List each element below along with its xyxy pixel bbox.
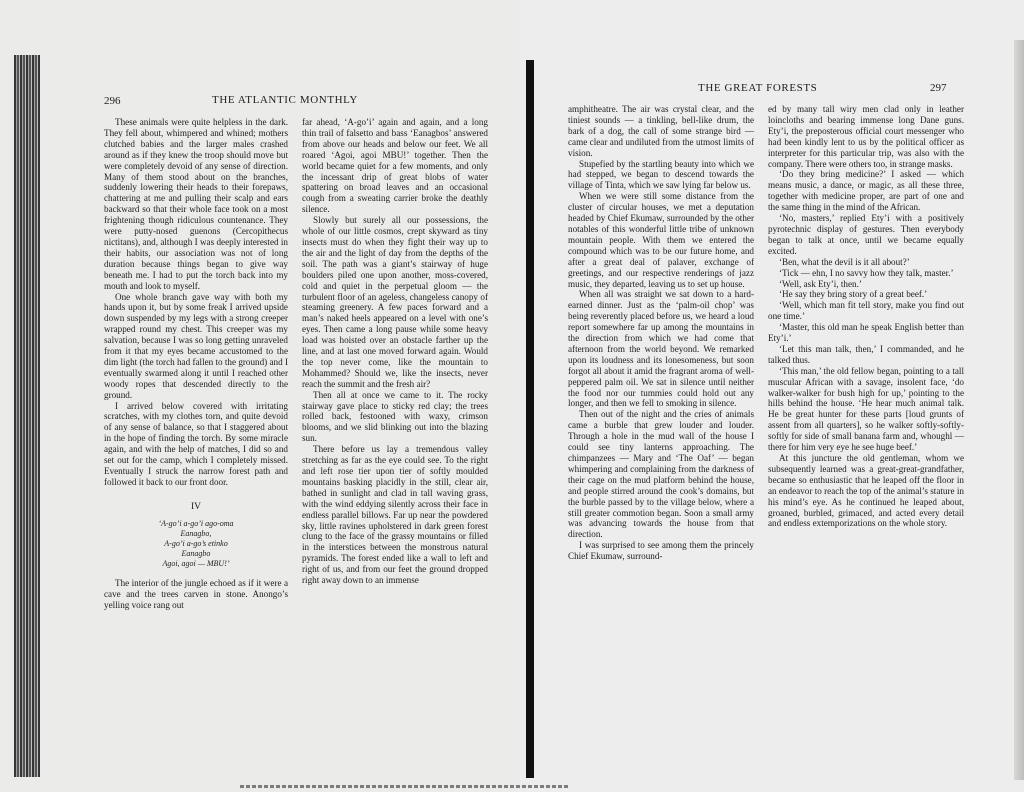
section-number: IV <box>190 501 202 512</box>
paragraph: amphitheatre. The air was crystal clear, and the tiniest sounds — a tinkling, bell-like drum, the bark of a dog, the call of some strange bird — came clear and undiluted from the utmost limits of vision. <box>568 104 754 158</box>
paragraph: Then out of the night and the cries of animals came a burble that grew louder and louder. Through a hole in the mud wall of the house I could see tiny lanterns approaching. The chimpanzees — Mary and ‘The Oaf’ — began whimpering and complaining from the darkness of their cage on the mud platform behind the house, and people stirred around the cook’s domains, but the burble passed by to the village below, where a still greater commotion began. Soon a small army was advancing towards the house from that direction. <box>568 409 754 540</box>
paragraph: ‘Well, which man fit tell story, make you find out one time.’ <box>768 300 964 322</box>
right-column-2 <box>768 104 964 529</box>
verse-line: Eanagbo, <box>180 528 212 538</box>
right-running-head: THE GREAT FORESTS <box>698 82 818 94</box>
verse-line: Agoi, agoi — MBU!’ <box>162 558 230 568</box>
paragraph: ‘Tick — ehn, I no savvy how they talk, master.’ <box>779 267 954 278</box>
paragraph: Stupefied by the startling beauty into which we had stepped, we began to descend towards the village of Tinta, which we saw lying far below us. <box>568 158 754 191</box>
page-edge-stack <box>14 55 40 777</box>
verse-line: ‘A-go’i a-go’i ago-oma <box>158 518 234 528</box>
left-running-head: THE ATLANTIC MONTHLY <box>212 94 358 106</box>
chant-verse <box>104 519 288 569</box>
paragraph: ‘Master, this old man he speak English better than Ety’i.’ <box>768 322 964 344</box>
paragraph: Then all at once we came to it. The rocky stairway gave place to sticky red clay; the trees rolled back, festooned with waxy, crimson blooms, and we slid blinking out into the blazing sun. <box>302 389 488 444</box>
paragraph: ‘Ben, what the devil is it all about?’ <box>779 256 910 267</box>
left-column-1 <box>104 117 288 610</box>
paragraph: far ahead, ‘A-go’i’ again and again, and a long thin trail of falsetto and bass ‘Eanagbos’ answered from above our heads and below our feet. We all roared ‘Agoi, agoi MBU!’ together. Then the world became quiet for a few moments, and only the incessant drip of great blobs of water spattering on broad leaves and an occasional cough from a sweating carrier broke the deathly silence. <box>302 117 488 215</box>
left-page-number: 296 <box>104 95 121 107</box>
paragraph: One whole branch gave way with both my hands upon it, but by some freak I arrived upside down suspended by my legs with a strong creeper wrapped round my chest. This creeper was my salvation, because I was so long getting unraveled from it that my eyes became accustomed to the dim light (the torch had fallen to the ground) and I eventually swarmed along it until I reached other woody ropes that descended directly to the ground. <box>104 291 288 400</box>
paragraph: The interior of the jungle echoed as if it were a cave and the trees carven in stone. Anongo’s yelling voice rang out <box>104 577 288 610</box>
verse-line: A-go’i a-go’s etinko <box>164 538 228 548</box>
paragraph: These animals were quite helpless in the dark. They fell about, whimpered and whined; mothers clutched babies and the larger males crashed around as if they knew the troop should move but were completely devoid of any sense of direction. Many of them stood about on the branches, suddenly lowering their heads to their forepaws, chattering at me and pulling their scalp and ears backward so that their whole face took on a most frightening though ridiculous countenance. They were putty-nosed guenons (Cercopithecus nictitans), and, although I was deeply interested in their habits, our association was not of long duration because things began to give way beneath me. I had to put the torch back into my mouth and look to myself. <box>104 117 288 291</box>
paragraph: Slowly but surely all our possessions, the whole of our little cosmos, crept skyward as tiny insects must do when they fight their way up to the air and the light of day from the depths of the soil. The path was a giant’s stairway of huge boulders piled one upon another, moss-covered, cold and quiet in the perpetual gloom — the turbulent floor of an ageless, changeless canopy of steaming greenery. A few paces forward and a man’s naked heels appeared on a level with one’s eyes. Then came a long pause while some heavy load was hoisted over an obstacle farther up the line, and at last one moved forward again. Would the top never come, like the mountain to Mohammed? Should we, like the insects, never reach the summit and the fresh air? <box>302 215 488 389</box>
left-column-2 <box>302 117 488 586</box>
paragraph: At this juncture the old gentleman, whom we subsequently learned was a great-great-grandfather, became so enthusiastic that he leaped off the floor in an endeavor to reach the top of the animal’s stature in his mind’s eye. As he continued he leaped about, groaned, burbled, grimaced, and acted every detail and endless extemporizations on the whole story. <box>768 453 964 529</box>
binding-gutter <box>526 60 534 778</box>
paragraph: ‘Let this man talk, then,’ I commanded, and he talked thus. <box>768 343 964 365</box>
right-page-edge <box>1014 40 1024 780</box>
verse-line: Eanagbo <box>181 548 211 558</box>
paragraph: ‘He say they bring story of a great beef.’ <box>779 289 928 300</box>
paragraph: When we were still some distance from the cluster of circular houses, we met a deputation headed by Chief Ekumaw, surrounded by the other notables of this wonderful little tribe of unknown mountain people. With them we entered the compound which was to be our future home, and after a great deal of palaver, exchange of greetings, and our respective renderings of jazz music, they departed, leaving us to set up house. <box>568 191 754 289</box>
right-column-1 <box>568 104 754 562</box>
right-page-number: 297 <box>930 82 947 94</box>
paragraph: There before us lay a tremendous valley stretching as far as the eye could see. To the right and left rose tier upon tier of softly moulded mountains basking placidly in the still, clear air, bathed in sunlight and clad in tall waving grass, with the wind eddying silently across their face in endless parallel billows. Far up near the powdered sky, little ravines upholstered in dark green forest clung to the face of the grassy mountains or filled in the interstices between the monstrous natural pyramids. The forest ended like a wall to left and right of us, and from our feet the ground dropped right away down to an immense <box>302 444 488 586</box>
paragraph: ed by many tall wiry men clad only in leather loincloths and bearing immense long Dane guns. Ety’i, the preposterous official court messenger who had been kindly lent to us by the political officer as interpreter for this particular trip, was also with the company. There were others too, in strange masks. <box>768 104 964 169</box>
paragraph: ‘This man,’ the old fellow began, pointing to a tall muscular African with a savage, insolent face, ‘do walker-walker for bush high for up,’ pointing to the hills behind the house. ‘He hear much animal talk. He be great hunter for these parts [loud grunts of assent from all quarters], so he walker softly-softly-softly for side of small banana farm and, whoughl — there for him very eye he see huge beef.’ <box>768 365 964 453</box>
paragraph: ‘No, masters,’ replied Ety’i with a positively pyrotechnic display of gestures. Then everybody began to talk at once, until we became equally excited. <box>768 213 964 256</box>
paragraph: ‘Well, ask Ety’i, then.’ <box>779 278 862 289</box>
paragraph: I arrived below covered with irritating scratches, with my clothes torn, and quite devoid of any sense of balance, so that I staggered about in the hope of finding the torch. By some miracle again, and with the help of matches, I did so and set out for the camp, which I completely missed. Eventually I struck the narrow forest path and followed it back to our front door. <box>104 400 288 487</box>
paragraph: ‘Do they bring medicine?’ I asked — which means music, a dance, or magic, as all these three, together with medicine proper, are part of one and the same thing in the mind of the African. <box>768 169 964 213</box>
paragraph: When all was straight we sat down to a hard-earned dinner. Just as the ‘palm-oil chop’ was being reverently placed before us, we heard a loud report somewhere far up among the mountains in the direction from which we had come that afternoon from the world beyond. We remarked upon its loudness and its lonesomeness, but soon forgot all about it amid the fragrant aroma of well-peppered palm oil. We sat in silence until neither the food nor our tummies could hold out any longer, and then we fell to smoking in silence. <box>568 289 754 409</box>
bottom-scan-artifact <box>240 785 570 788</box>
paragraph: I was surprised to see among them the princely Chief Ekumaw, surround- <box>568 540 754 562</box>
